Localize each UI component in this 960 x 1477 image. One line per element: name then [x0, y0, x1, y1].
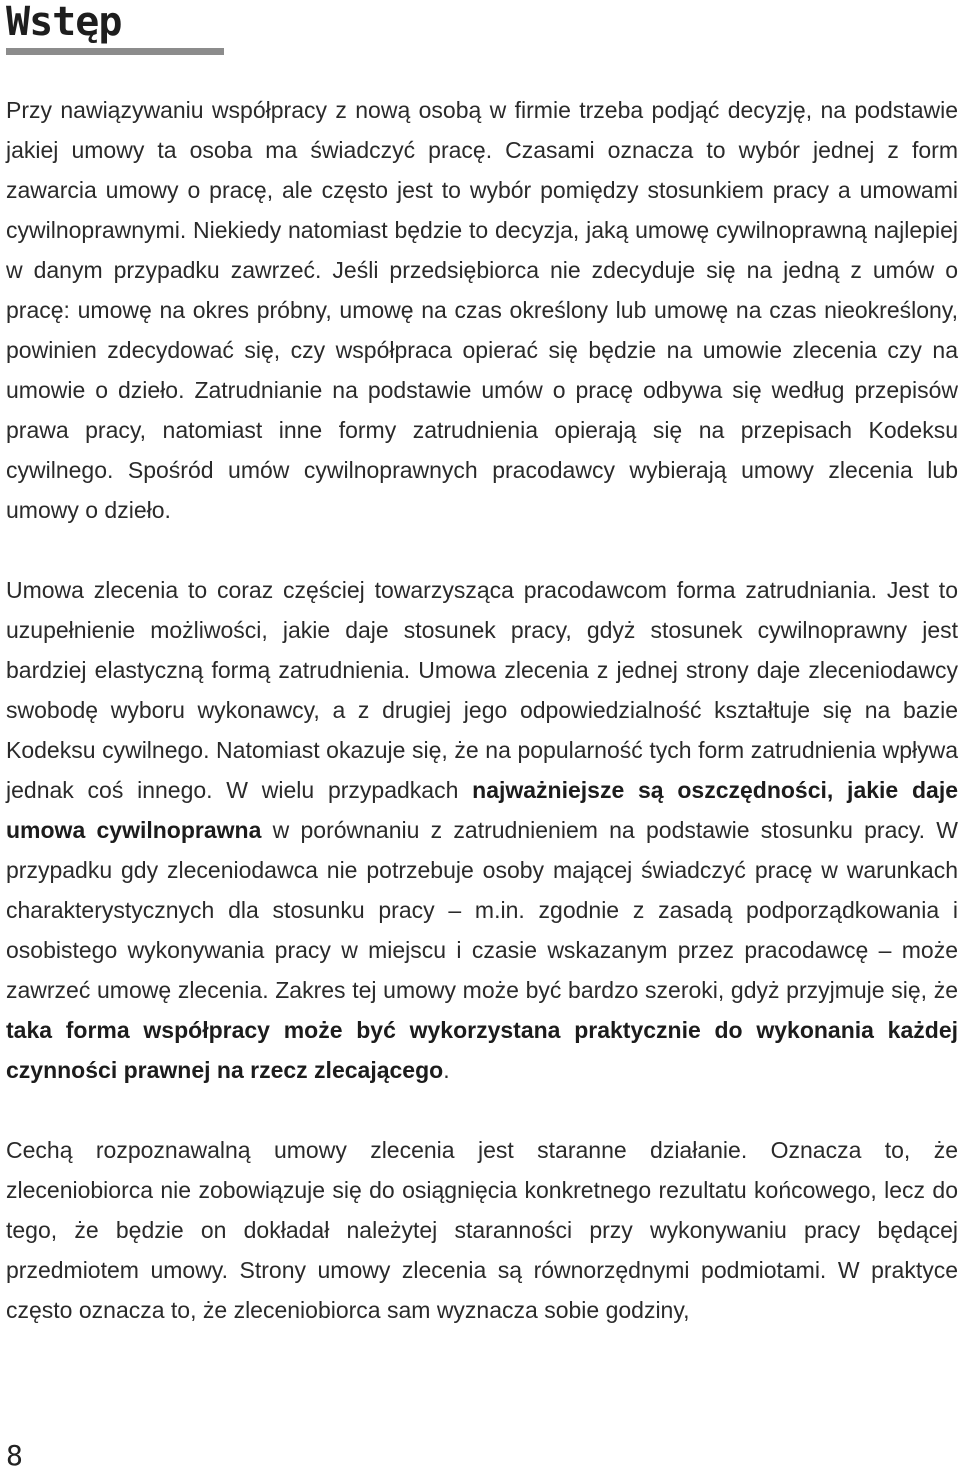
body-text	[6, 90, 958, 1330]
page-number: 8	[6, 1439, 23, 1472]
text-run: Cechą rozpoznawalną umowy zlecenia jest staranne działanie. Oznacza to, że zleceniobiorca nie zobowiązuje się do osiągnięcia konkretnego rezultatu końcowego, lecz do tego, że będzie on dokładał należytej staranności przy wykonywaniu pracy będącej przedmiotem umowy. Strony umowy zlecenia są równorzędnymi podmiotami. W praktyce często oznacza to, że zleceniobiorca sam wyznacza sobie godziny,	[6, 1137, 958, 1323]
text-run: Umowa zlecenia to coraz częściej towarzysząca pracodawcom forma zatrudniania. Jest to uzupełnienie możliwości, jakie daje stosunek pracy, gdyż stosunek cywilnoprawny jest bardziej elastyczną formą zatrudnienia. Umowa zlecenia z jednej strony daje zleceniodawcy swobodę wyboru wykonawcy, a z drugiej jego odpowiedzialność kształtuje się na bazie Kodeksu cywilnego. Natomiast okazuje się, że na popularność tych form zatrudnienia wpływa jednak coś innego. W wielu przypadkach	[6, 577, 958, 803]
bold-text-run: najważniejsze są oszczędności, jakie daje umowa cywilnoprawna	[6, 777, 959, 843]
text-run: .	[443, 1057, 450, 1083]
text-run: w porównaniu z zatrudnieniem na podstawie stosunku pracy. W przypadku gdy zleceniodawca nie potrzebuje osoby mającej świadczyć pracę w warunkach charakterystycznych dla stosunku pracy – m.in. zgodnie z zasadą podporządkowania i osobistego wykonywania pracy w miejscu i czasie wskazanym przez pracodawcę – może zawrzeć umowę zlecenia. Zakres tej umowy może być bardzo szeroki, gdyż przyjmuje się, że	[6, 817, 959, 1003]
heading-block	[6, 0, 224, 55]
page-title: Wstęp	[6, 0, 122, 45]
heading-underline	[6, 48, 224, 55]
paragraph-1	[6, 90, 958, 530]
paragraph-3	[6, 1130, 958, 1330]
bold-text-run: taka forma współpracy może być wykorzystana praktycznie do wykonania każdej czynności prawnej na rzecz zlecającego	[6, 1017, 958, 1083]
paragraph-2	[6, 570, 958, 1090]
text-run: Przy nawiązywaniu współpracy z nową osobą w firmie trzeba podjąć decyzję, na podstawie jakiej umowy ta osoba ma świadczyć pracę. Czasami oznacza to wybór jednej z form zawarcia umowy o pracę, ale często jest to wybór pomiędzy stosunkiem pracy a umowami cywilnoprawnymi. Niekiedy natomiast będzie to decyzja, jaką umowę cywilnoprawną najlepiej w danym przypadku zawrzeć. Jeśli przedsiębiorca nie zdecyduje się na jedną z umów o pracę: umowę na okres próbny, umowę na czas określony lub umowę na czas nieokreślony, powinien zdecydować się, czy współpraca opierać się będzie na umowie zlecenia czy na umowie o dzieło. Zatrudnianie na podstawie umów o pracę odbywa się według przepisów prawa pracy, natomiast inne formy zatrudnienia opierają się na przepisach Kodeksu cywilnego. Spośród umów cywilnoprawnych pracodawcy wybierają umowy zlecenia lub umowy o dzieło.	[6, 97, 958, 523]
